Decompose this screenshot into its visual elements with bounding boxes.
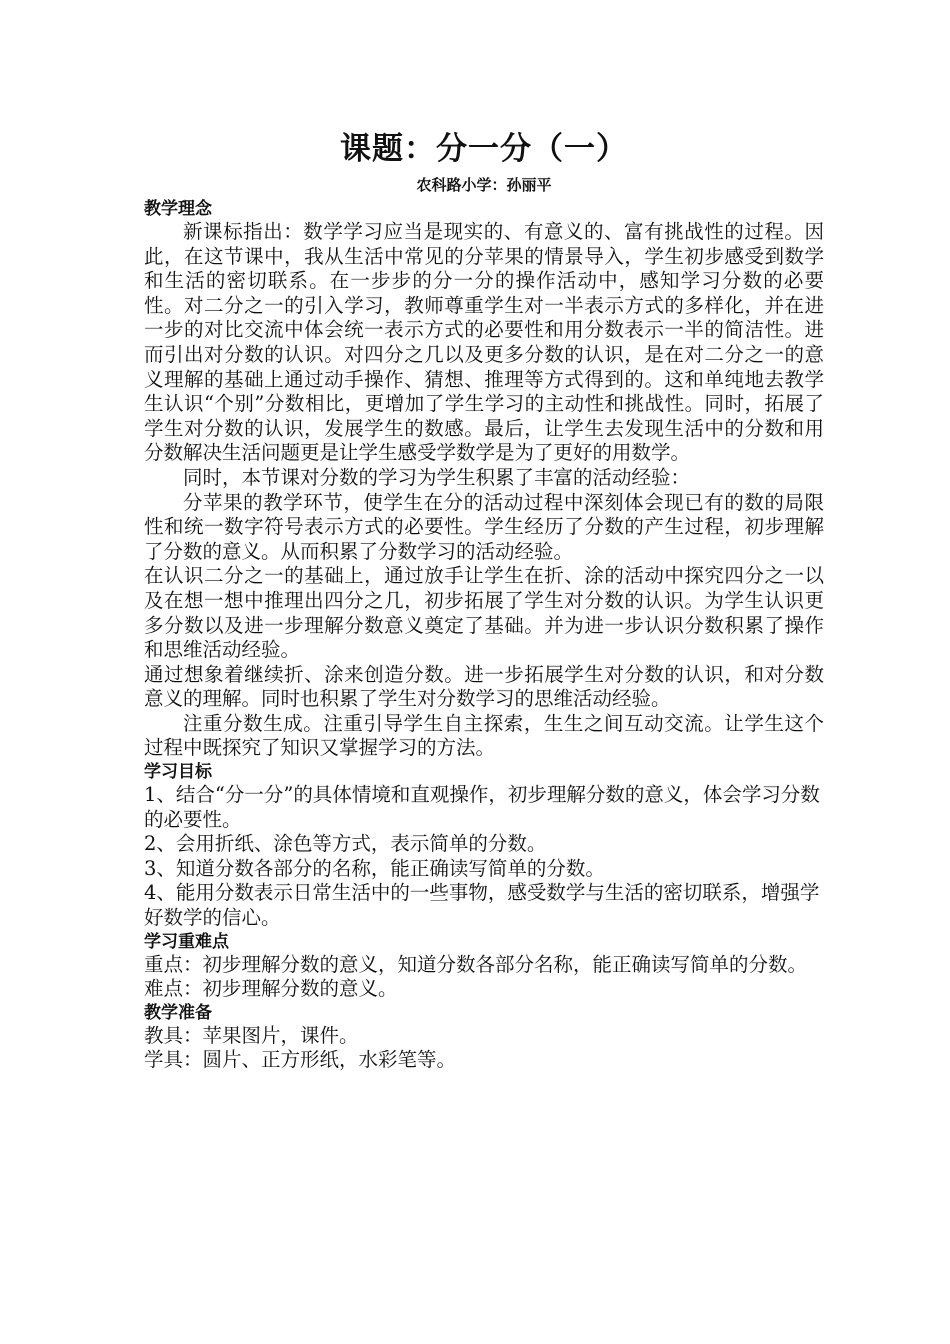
section-heading-key-points: 学习重难点 xyxy=(144,931,229,952)
goals-list xyxy=(144,783,824,931)
paragraph: 注重分数生成。注重引导学生自主探索，生生之间互动交流。让学生这个过程中既探究了知识又掌握学习的方法。 xyxy=(144,711,824,760)
section-heading-goals: 学习目标 xyxy=(144,762,212,783)
paragraph: 新课标指出：数学学习应当是现实的、有意义的、富有挑战性的过程。因此，在这节课中，我从生活中常见的分苹果的情景导入，学生初步感受到数学和生活的密切联系。在一步步的分一分的操作活动中，感知学习分数的必要性。对二分之一的引入学习，教师尊重学生对一半表示方式的多样化，并在进一步的对比交流中体会统一表示方式的必要性和用分数表示一半的简洁性。进而引出对分数的认识。对四分之几以及更多分数的认识，是在对二分之一的意义理解的基础上通过动手操作、猜想、推理等方式得到的。这和单纯地去教学生认识“个别”分数相比，更增加了学生学习的主动性和挑战性。同时，拓展了学生对分数的认识，发展学生的数感。最后，让学生去发现生活中的分数和用分数解决生活问题更是让学生感受学数学是为了更好的用数学。 xyxy=(144,220,824,465)
paragraph: 通过想象着继续折、涂来创造分数。进一步拓展学生对分数的认识，和对分数意义的理解。同时也积累了学生对分数学习的思维活动经验。 xyxy=(144,662,824,711)
section-heading-philosophy: 教学理念 xyxy=(144,199,212,219)
document-title: 课题：分一分（一） xyxy=(340,131,628,167)
paragraph: 在认识二分之一的基础上，通过放手让学生在折、涂的活动中探究四分之一以及在想一想中推理出四分之几，初步拓展了学生对分数的认识。为学生认识更多分数以及进一步理解分数意义奠定了基础。并为进一步认识分数积累了操作和思维活动经验。 xyxy=(144,564,824,662)
key-point-item: 重点：初步理解分数的意义，知道分数各部分名称，能正确读写简单的分数。 xyxy=(144,952,808,976)
key-point-item: 难点：初步理解分数的意义。 xyxy=(144,977,398,1001)
paragraph: 分苹果的教学环节，使学生在分的活动过程中深刻体会现已有的数的局限性和统一数字符号表示方式的必要性。学生经历了分数的产生过程，初步理解了分数的意义。从而积累了分数学习的活动经验。 xyxy=(144,490,824,563)
list-item: 3、知道分数各部分的名称，能正确读写简单的分数。 xyxy=(144,856,605,880)
section-heading-preparation: 教学准备 xyxy=(144,1002,212,1023)
list-item: 2、会用折纸、涂色等方式，表示简单的分数。 xyxy=(144,832,547,856)
document-page xyxy=(144,126,824,1073)
preparation-item: 学具：圆片、正方形纸，水彩笔等。 xyxy=(144,1048,457,1072)
list-item: 1、结合“分一分”的具体情境和直观操作，初步理解分数的意义，体会学习分数的必要性。 xyxy=(144,783,820,831)
preparation-item: 教具：苹果图片，课件。 xyxy=(144,1023,359,1047)
author-line: 农科路小学：孙丽平 xyxy=(416,176,552,194)
paragraph: 同时，本节课对分数的学习为学生积累了丰富的活动经验： xyxy=(183,465,691,489)
list-item: 4、能用分数表示日常生活中的一些事物，感受数学与生活的密切联系，增强学好数学的信心。 xyxy=(144,881,820,930)
